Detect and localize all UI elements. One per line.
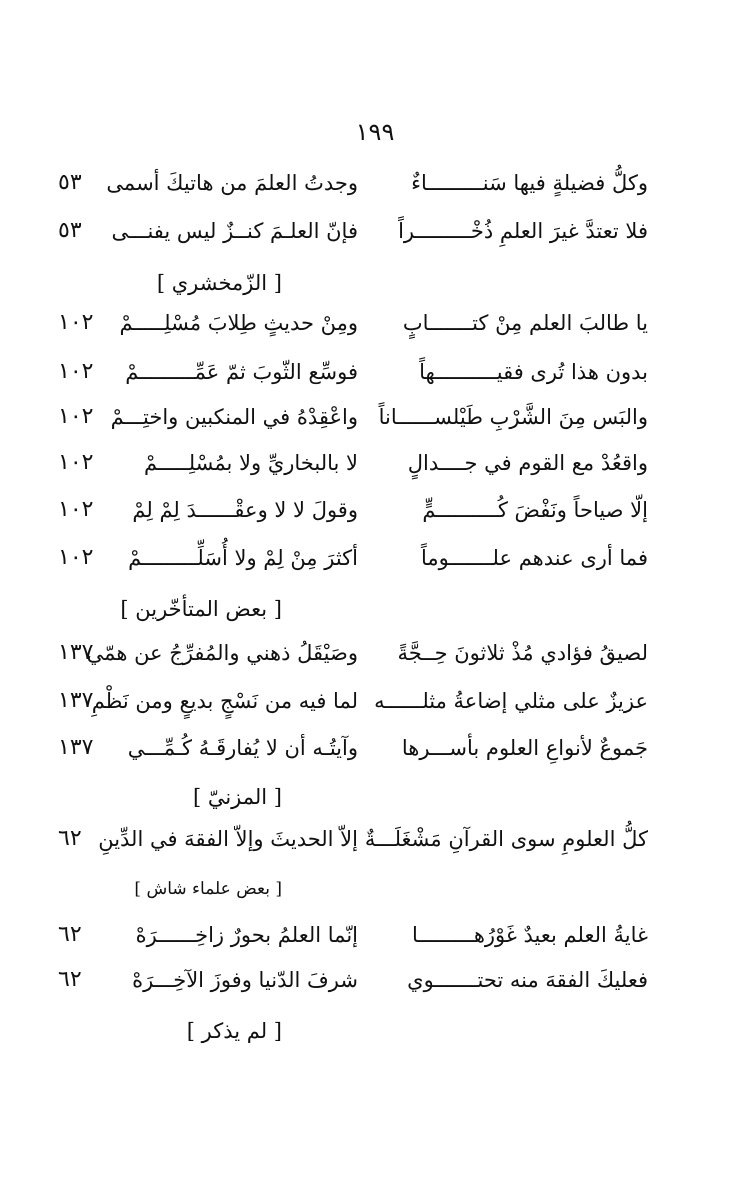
first-hemistich: إلّا صياحاً ونَفْضَ كُــــــــــمٍّ xyxy=(422,498,648,522)
verse-row xyxy=(0,397,750,437)
verse-row xyxy=(0,960,750,1000)
verse-row xyxy=(0,728,750,768)
second-hemistich: وصَيْقَلُ ذهني والمُفرِّجُ عن همّي xyxy=(86,641,358,665)
verse-row xyxy=(0,490,750,530)
attribution-row xyxy=(0,589,750,629)
first-hemistich: يا طالبَ العلم مِنْ كتـــــــابٍ xyxy=(402,311,648,335)
first-hemistich: جَموعٌ لأنواعِ العلوم بأســـرها xyxy=(401,736,648,760)
poet-attribution: [ بعض علماء شاش ] xyxy=(134,879,282,899)
poet-attribution: [ المزنيّ ] xyxy=(192,785,282,809)
poet-attribution: [ بعض المتأخّرين ] xyxy=(120,597,282,621)
reference-number: ١٣٧ xyxy=(58,735,94,760)
attribution-row xyxy=(0,1011,750,1051)
second-hemistich: فوسِّع الثّوبَ ثمّ عَمِّـــــــــمْ xyxy=(125,360,358,384)
second-hemistich: وآيتُـه أن لا يُفارقَـهُ كُـمِّـــي xyxy=(127,736,358,760)
second-hemistich: إنّما العلمُ بحورٌ زاخِــــــرَهْ xyxy=(135,923,358,947)
reference-number: ١٠٢ xyxy=(58,359,94,384)
second-hemistich: شرفَ الدّنيا وفوزَ الآخِـــرَهْ xyxy=(132,968,358,992)
reference-number: ١٠٢ xyxy=(58,404,94,429)
second-hemistich: ومِنْ حديثٍ طِلابَ مُسْلِـــــمْ xyxy=(119,311,358,335)
reference-number: ١٣٧ xyxy=(58,688,94,713)
reference-number: ٦٢ xyxy=(58,826,82,851)
reference-number: ١٠٢ xyxy=(58,545,94,570)
attribution-row xyxy=(0,869,750,909)
first-hemistich: فما أرى عندهم علـــــــوماً xyxy=(420,546,648,570)
reference-number: ٥٣ xyxy=(58,170,82,195)
second-hemistich: وجدتُ العلمَ من هاتيكَ أسمى xyxy=(106,171,358,195)
second-hemistich: إلاّ الحديثَ وإلاّ الفقهَ في الدِّينِ xyxy=(98,827,358,851)
second-hemistich: لما فيه من نَسْجٍ بديعٍ ومن نَظْمِ xyxy=(91,689,358,713)
verse-row xyxy=(0,211,750,251)
verse-row xyxy=(0,819,750,859)
first-hemistich: عزيزٌ على مثلي إضاعةُ مثلــــــه xyxy=(374,689,648,713)
page-number: ١٩٩ xyxy=(355,118,395,146)
reference-number: ٥٣ xyxy=(58,218,82,243)
verse-row xyxy=(0,633,750,673)
reference-number: ٦٢ xyxy=(58,967,82,992)
reference-number: ١٣٧ xyxy=(58,640,94,665)
first-hemistich: بدون هذا تُرى فقيــــــــــهاً xyxy=(419,360,648,384)
first-hemistich: غايةُ العلم بعيدٌ غَوْرُهـــــــــا xyxy=(412,923,648,947)
second-hemistich: وقولَ لا لا وعقْــــــدَ لِمْ لِمْ xyxy=(132,498,358,522)
first-hemistich: لصيقُ فؤادي مُذْ ثلاثونَ حِــجَّةً xyxy=(397,641,648,665)
reference-number: ١٠٢ xyxy=(58,497,94,522)
verse-row xyxy=(0,538,750,578)
poet-attribution: [ الزّمخشري ] xyxy=(156,271,282,295)
first-hemistich: فلا تعتدَّ غيرَ العلمِ ذُخْـــــــــراً xyxy=(398,219,648,243)
first-hemistich: والبَس مِنَ الشَّرْبِ طَيْلســــــاناً xyxy=(378,405,648,429)
reference-number: ١٠٢ xyxy=(58,450,94,475)
reference-number: ١٠٢ xyxy=(58,310,94,335)
first-hemistich: كلُّ العلومِ سوى القرآنِ مَشْغَلَـــةٌ xyxy=(364,827,648,851)
verse-row xyxy=(0,681,750,721)
second-hemistich: فإنّ العلـمَ كنــزٌ ليس يفنـــى xyxy=(111,219,358,243)
second-hemistich: أكثرَ مِنْ لِمْ ولا أُسَلِّـــــــــمْ xyxy=(128,546,358,570)
first-hemistich: وكلُّ فضيلةٍ فيها سَنـــــــــاءٌ xyxy=(411,171,648,195)
attribution-row xyxy=(0,263,750,303)
attribution-row xyxy=(0,777,750,817)
reference-number: ٦٢ xyxy=(58,922,82,947)
first-hemistich: فعليكَ الفقهَ منه تحتـــــــوي xyxy=(407,968,648,992)
verse-row xyxy=(0,163,750,203)
verse-row xyxy=(0,443,750,483)
poet-attribution: [ لم يذكر ] xyxy=(186,1019,282,1043)
first-hemistich: واقعُدْ مع القوم في جــــدالٍ xyxy=(407,451,648,475)
verse-row xyxy=(0,915,750,955)
verse-row xyxy=(0,352,750,392)
verse-row xyxy=(0,303,750,343)
second-hemistich: لا بالبخاريِّ ولا بمُسْلِـــــمْ xyxy=(143,451,358,475)
second-hemistich: واعْقِدْهُ في المنكبين واختِـــمْ xyxy=(110,405,358,429)
